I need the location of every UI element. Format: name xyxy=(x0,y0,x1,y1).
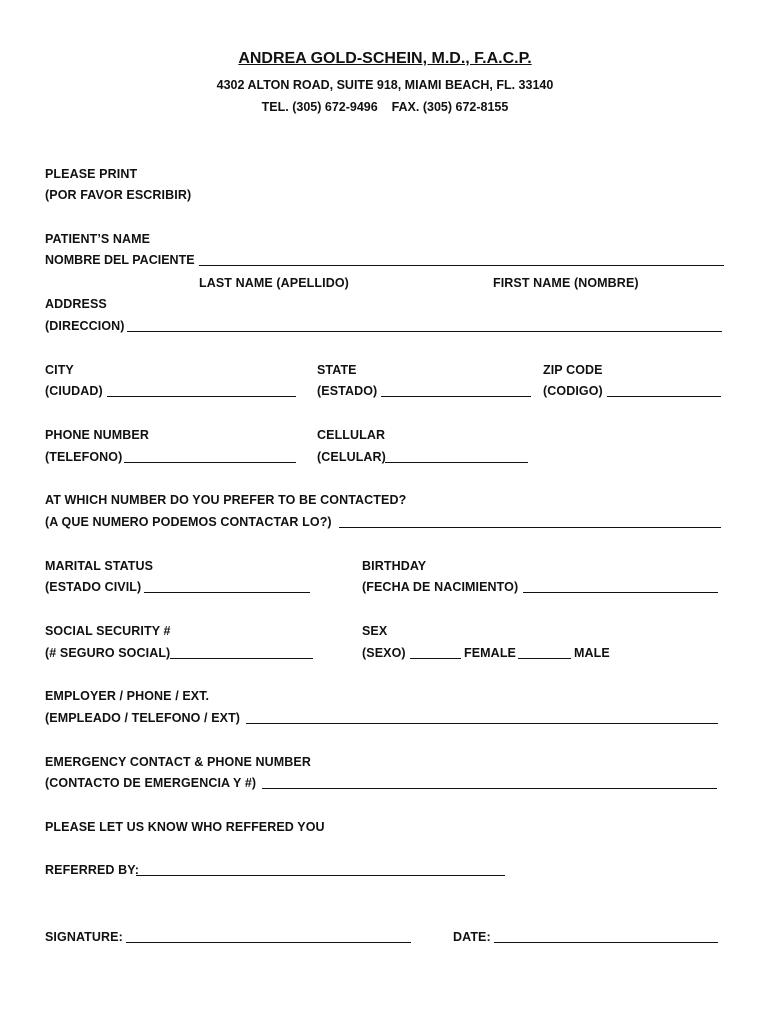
last-name-caption: LAST NAME (APELLIDO) xyxy=(199,276,349,290)
phone-spanish-label: (TELEFONO) xyxy=(45,450,123,464)
preferred-number-spanish-label: (A QUE NUMERO PODEMOS CONTACTAR LO?) xyxy=(45,515,332,529)
signature-field[interactable] xyxy=(126,942,411,943)
state-spanish-label: (ESTADO) xyxy=(317,384,378,398)
date-label: DATE: xyxy=(453,930,491,944)
state-field[interactable] xyxy=(381,396,531,397)
emergency-contact-label: EMERGENCY CONTACT & PHONE NUMBER xyxy=(45,755,311,769)
please-print-spanish-label: (POR FAVOR ESCRIBIR) xyxy=(45,188,192,202)
female-checkbox-line[interactable] xyxy=(410,658,461,659)
practice-contact: TEL. (305) 672-9496 FAX. (305) 672-8155 xyxy=(261,100,509,114)
first-name-caption: FIRST NAME (NOMBRE) xyxy=(493,276,639,290)
phone-field[interactable] xyxy=(124,462,296,463)
emergency-contact-field[interactable] xyxy=(262,788,717,789)
marital-status-field[interactable] xyxy=(144,592,310,593)
employer-field[interactable] xyxy=(246,723,718,724)
cellular-label: CELLULAR xyxy=(317,428,386,442)
signature-label: SIGNATURE: xyxy=(45,930,123,944)
patient-name-spanish-label: NOMBRE DEL PACIENTE xyxy=(45,253,195,267)
address-label: ADDRESS xyxy=(45,297,107,311)
male-checkbox-line[interactable] xyxy=(518,658,571,659)
marital-status-spanish-label: (ESTADO CIVIL) xyxy=(45,580,142,594)
date-field[interactable] xyxy=(494,942,718,943)
ssn-field[interactable] xyxy=(170,658,313,659)
emergency-contact-spanish-label: (CONTACTO DE EMERGENCIA Y #) xyxy=(45,776,257,790)
address-spanish-label: (DIRECCION) xyxy=(45,319,125,333)
ssn-spanish-label: (# SEGURO SOCIAL) xyxy=(45,646,171,660)
zip-label: ZIP CODE xyxy=(543,363,603,377)
zip-field[interactable] xyxy=(607,396,721,397)
cellular-spanish-label: (CELULAR) xyxy=(317,450,386,464)
referred-by-label: REFERRED BY: xyxy=(45,863,140,877)
birthday-field[interactable] xyxy=(523,592,718,593)
employer-label: EMPLOYER / PHONE / EXT. xyxy=(45,689,210,703)
sex-label: SEX xyxy=(362,624,388,638)
please-print-label: PLEASE PRINT xyxy=(45,167,138,181)
address-field[interactable] xyxy=(127,331,722,332)
cellular-field[interactable] xyxy=(385,462,528,463)
birthday-spanish-label: (FECHA DE NACIMIENTO) xyxy=(362,580,519,594)
phone-label: PHONE NUMBER xyxy=(45,428,149,442)
city-field[interactable] xyxy=(107,396,296,397)
ssn-label: SOCIAL SECURITY # xyxy=(45,624,171,638)
birthday-label: BIRTHDAY xyxy=(362,559,427,573)
referral-prompt: PLEASE LET US KNOW WHO REFFERED YOU xyxy=(45,820,325,834)
zip-spanish-label: (CODIGO) xyxy=(543,384,603,398)
referred-by-field[interactable] xyxy=(136,875,505,876)
preferred-number-label: AT WHICH NUMBER DO YOU PREFER TO BE CONTACTED? xyxy=(45,493,407,507)
city-spanish-label: (CIUDAD) xyxy=(45,384,103,398)
sex-spanish-label: (SEXO) xyxy=(362,646,406,660)
practice-name: ANDREA GOLD-SCHEIN, M.D., F.A.C.P. xyxy=(238,50,532,67)
female-option-label: FEMALE xyxy=(464,646,516,660)
employer-spanish-label: (EMPLEADO / TELEFONO / EXT) xyxy=(45,711,241,725)
state-label: STATE xyxy=(317,363,357,377)
city-label: CITY xyxy=(45,363,74,377)
preferred-number-field[interactable] xyxy=(339,527,721,528)
patient-name-field[interactable] xyxy=(199,265,724,266)
practice-address: 4302 ALTON ROAD, SUITE 918, MIAMI BEACH, FL. 33140 xyxy=(216,78,554,92)
male-option-label: MALE xyxy=(574,646,610,660)
marital-status-label: MARITAL STATUS xyxy=(45,559,154,573)
patient-name-label: PATIENT’S NAME xyxy=(45,232,151,246)
